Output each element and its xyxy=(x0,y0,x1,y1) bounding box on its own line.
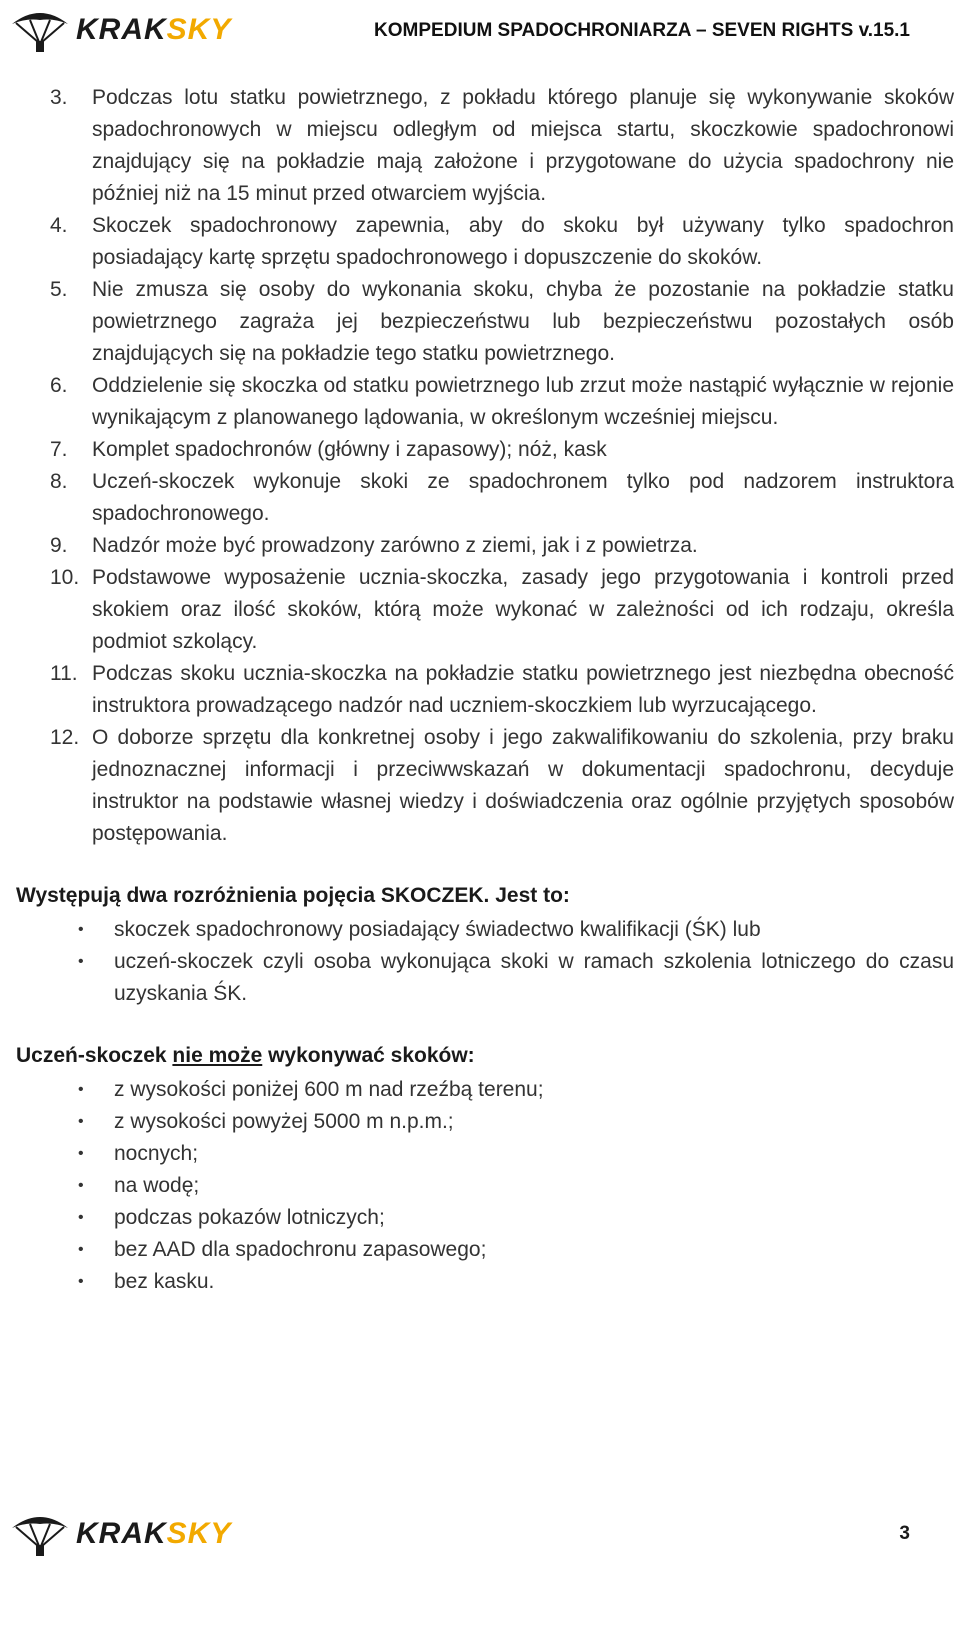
list-item xyxy=(40,466,954,530)
logo-text-sky: SKY xyxy=(166,13,232,46)
list-item xyxy=(40,82,954,210)
item-text: z wysokości poniżej 600 m nad rzeźbą terenu; xyxy=(114,1078,544,1101)
bullet-icon: • xyxy=(78,1209,84,1226)
parachute-icon xyxy=(8,8,72,52)
bullet-icon: • xyxy=(78,1113,84,1130)
logo-text-krak: KRAK xyxy=(76,1517,167,1550)
item-text: Podczas lotu statku powietrznego, z pokładu którego planuje się wykonywanie skoków spadochronowych w miejscu odległym od miejsca startu, skoczkowie spadochronowi znajdujący się na pokładzie mają założone i przygotowane do użycia spadochrony nie później niż na 15 minut przed otwarciem wyjścia. xyxy=(92,86,954,205)
list-item xyxy=(40,914,954,946)
item-text: Podstawowe wyposażenie ucznia-skoczka, zasady jego przygotowania i kontroli przed skokiem oraz ilość skoków, którą może wykonać w zależności od ich rodzaju, określa podmiot szkolący. xyxy=(92,566,954,653)
logo-wordmark xyxy=(76,1519,231,1549)
heading-underline: nie może xyxy=(172,1044,263,1067)
rules-list xyxy=(40,82,954,850)
page-header xyxy=(8,6,952,54)
list-item xyxy=(40,722,954,850)
bullet-icon: • xyxy=(78,1273,84,1290)
section-heading-restrictions xyxy=(16,1040,954,1072)
item-text: bez kasku. xyxy=(114,1270,215,1293)
item-text: O doborze sprzętu dla konkretnej osoby i jego zakwalifikowaniu do szkolenia, przy braku jednoznacznej informacji i przeciwwskazań w dokumentacji spadochronu, decyduje instruktor na podstawie własnej wiedzy i doświadczenia oraz ogólnie przyjętych sposobów postępowania. xyxy=(92,726,954,845)
item-text: na wodę; xyxy=(114,1174,200,1197)
krakssky-logo xyxy=(8,8,231,52)
item-number: 10. xyxy=(50,566,80,589)
page-number: 3 xyxy=(899,1523,910,1544)
item-number: 9. xyxy=(50,534,68,557)
item-number: 11. xyxy=(50,662,78,685)
list-item xyxy=(40,1074,954,1106)
item-text: Uczeń-skoczek wykonuje skoki ze spadochronem tylko pod nadzorem instruktora spadochronowego. xyxy=(92,470,954,525)
item-text: podczas pokazów lotniczych; xyxy=(114,1206,385,1229)
list-item xyxy=(40,562,954,658)
item-number: 4. xyxy=(50,214,68,237)
item-number: 3. xyxy=(50,86,68,109)
item-text: Nie zmusza się osoby do wykonania skoku, chyba że pozostanie na pokładzie statku powietrznego zagraża jej bezpieczeństwu lub bezpieczeństwu pozostałych osób znajdujących się na pokładzie tego statku powietrznego. xyxy=(92,278,954,365)
item-text: Podczas skoku ucznia-skoczka na pokładzie statku powietrznego jest niezbędna obecność instruktora prowadzącego nadzór nad uczniem-skoczkiem lub wyrzucającego. xyxy=(92,662,954,717)
item-text: z wysokości powyżej 5000 m n.p.m.; xyxy=(114,1110,454,1133)
list-item xyxy=(40,1138,954,1170)
page-content xyxy=(16,82,954,1298)
list-item xyxy=(40,210,954,274)
heading-post: wykonywać skoków: xyxy=(262,1044,475,1067)
item-text: uczeń-skoczek czyli osoba wykonująca skoki w ramach szkolenia lotniczego do czasu uzyskania ŚK. xyxy=(114,950,954,1005)
item-text: nocnych; xyxy=(114,1142,199,1165)
list-item xyxy=(40,946,954,1010)
bullet-icon: • xyxy=(78,1145,84,1162)
logo-text-krak: KRAK xyxy=(76,13,167,46)
skoczek-types-list xyxy=(40,914,954,1010)
list-item xyxy=(40,1234,954,1266)
item-text: Nadzór może być prowadzony zarówno z ziemi, jak i z powietrza. xyxy=(92,534,698,557)
logo-wordmark xyxy=(76,15,231,45)
heading-pre: Uczeń-skoczek xyxy=(16,1044,173,1067)
item-text: Oddzielenie się skoczka od statku powietrznego lub zrzut może nastąpić wyłącznie w rejonie wynikającym z planowanego lądowania, w określonym wcześniej miejscu. xyxy=(92,374,954,429)
list-item xyxy=(40,1170,954,1202)
bullet-icon: • xyxy=(78,1081,84,1098)
krakssky-logo xyxy=(8,1512,231,1556)
logo-text-sky: SKY xyxy=(166,1517,232,1550)
item-number: 12. xyxy=(50,726,80,749)
list-item xyxy=(40,658,954,722)
list-item xyxy=(40,434,954,466)
section-heading-skoczek: Występują dwa rozróżnienia pojęcia SKOCZEK. Jest to: xyxy=(16,884,570,907)
list-item xyxy=(40,274,954,370)
item-number: 7. xyxy=(50,438,68,461)
parachute-icon xyxy=(8,1512,72,1556)
list-item xyxy=(40,530,954,562)
item-text: bez AAD dla spadochronu zapasowego; xyxy=(114,1238,487,1261)
item-number: 5. xyxy=(50,278,68,301)
bullet-icon: • xyxy=(78,953,84,970)
restrictions-list xyxy=(40,1074,954,1298)
item-number: 6. xyxy=(50,374,68,397)
bullet-icon: • xyxy=(78,921,84,938)
list-item xyxy=(40,1106,954,1138)
item-text: Skoczek spadochronowy zapewnia, aby do skoku był używany tylko spadochron posiadający kartę sprzętu spadochronowego i dopuszczenie do skoków. xyxy=(92,214,954,269)
list-item xyxy=(40,1266,954,1298)
item-text: Komplet spadochronów (główny i zapasowy); nóż, kask xyxy=(92,438,607,461)
item-number: 8. xyxy=(50,470,68,493)
bullet-icon: • xyxy=(78,1177,84,1194)
list-item xyxy=(40,1202,954,1234)
bullet-icon: • xyxy=(78,1241,84,1258)
document-title: KOMPEDIUM SPADOCHRONIARZA – SEVEN RIGHTS v.15.1 xyxy=(374,20,910,41)
item-text: skoczek spadochronowy posiadający świadectwo kwalifikacji (ŚK) lub xyxy=(114,918,761,941)
page-footer xyxy=(8,1510,952,1558)
list-item xyxy=(40,370,954,434)
